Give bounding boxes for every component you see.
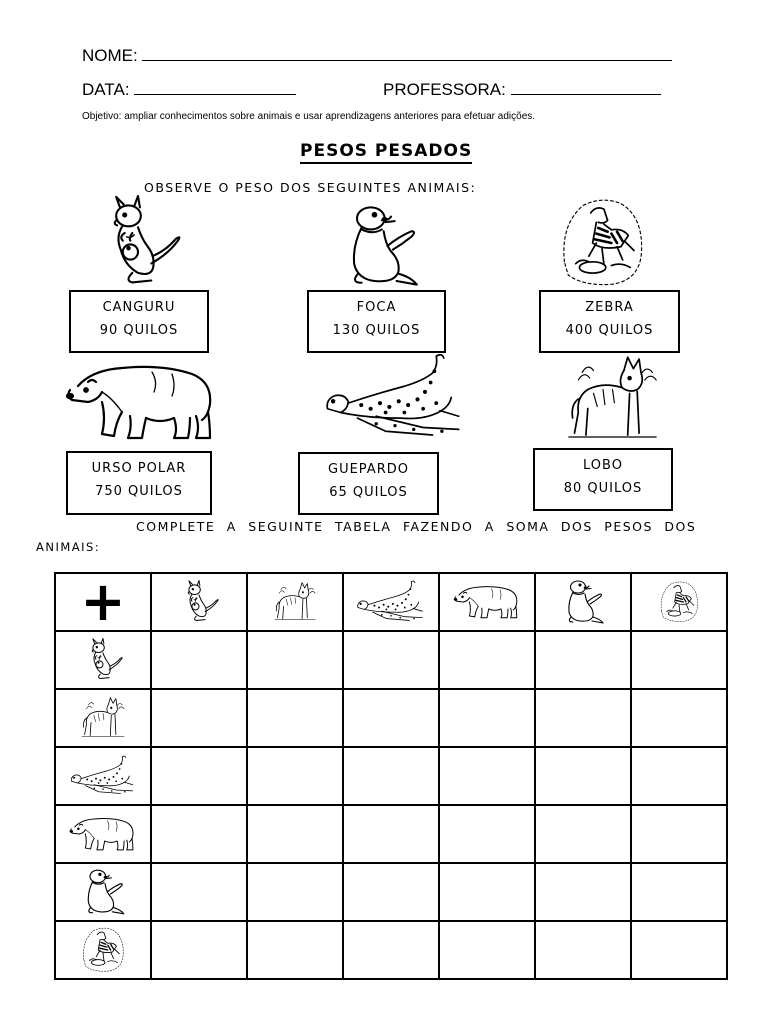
- answer-cell[interactable]: [631, 747, 727, 805]
- column-header-foca: [535, 573, 631, 631]
- answer-cell[interactable]: [247, 921, 343, 979]
- answer-cell[interactable]: [631, 689, 727, 747]
- answer-cell[interactable]: [535, 631, 631, 689]
- answer-cell[interactable]: [151, 747, 247, 805]
- animal-card-foca: [307, 290, 446, 353]
- wolf-icon: [80, 693, 126, 743]
- zebra-icon: [79, 925, 127, 975]
- table-row: [55, 631, 727, 689]
- answer-cell[interactable]: [247, 747, 343, 805]
- answer-cell[interactable]: [343, 863, 439, 921]
- nome-field[interactable]: [142, 60, 672, 61]
- answer-cell[interactable]: [439, 863, 535, 921]
- answer-cell[interactable]: [151, 921, 247, 979]
- answer-cell[interactable]: [439, 689, 535, 747]
- row-header-guepardo: [55, 747, 151, 805]
- answer-cell[interactable]: [343, 921, 439, 979]
- instruction-complete-line1: COMPLETE A SEGUINTE TABELA FAZENDO A SOMA DOS PESOS DOS: [136, 519, 697, 534]
- kangaroo-icon: [81, 636, 125, 684]
- seal-icon: [77, 866, 129, 918]
- nome-label: NOME:: [82, 46, 138, 65]
- answer-cell[interactable]: [631, 631, 727, 689]
- table-row: [55, 805, 727, 863]
- nome-line: [82, 46, 672, 66]
- row-header-canguru: [55, 631, 151, 689]
- animal-name: ZEBRA: [585, 300, 634, 315]
- animal-name: LOBO: [583, 458, 623, 473]
- answer-cell[interactable]: [439, 631, 535, 689]
- answer-cell[interactable]: [343, 689, 439, 747]
- instruction-observe: OBSERVE O PESO DOS SEGUINTES ANIMAIS:: [144, 180, 477, 195]
- addition-table: [54, 572, 728, 980]
- animal-card-canguru: [69, 290, 209, 353]
- animal-card-lobo: [533, 448, 673, 511]
- professora-line: [383, 80, 661, 100]
- answer-cell[interactable]: [343, 805, 439, 863]
- table-row: [55, 863, 727, 921]
- row-header-lobo: [55, 689, 151, 747]
- animal-weight: 130 QUILOS: [332, 323, 421, 338]
- objective-text: Objetivo: ampliar conhecimentos sobre animais e usar aprendizagens anteriores para efetuar adições.: [82, 111, 536, 122]
- answer-cell[interactable]: [343, 747, 439, 805]
- answer-cell[interactable]: [247, 689, 343, 747]
- professora-label: PROFESSORA:: [383, 80, 506, 99]
- seal-icon: [330, 200, 430, 292]
- answer-cell[interactable]: [151, 805, 247, 863]
- table-row: [55, 747, 727, 805]
- animal-weight: 65 QUILOS: [329, 485, 408, 500]
- answer-cell[interactable]: [631, 921, 727, 979]
- page-title: PESOS PESADOS: [300, 141, 472, 164]
- animal-weight: 750 QUILOS: [95, 484, 183, 499]
- animal-card-urso-polar: [66, 451, 212, 515]
- data-line: [82, 80, 296, 100]
- answer-cell[interactable]: [247, 805, 343, 863]
- answer-cell[interactable]: [151, 689, 247, 747]
- animal-weight: 90 QUILOS: [99, 323, 179, 338]
- plus-icon: +: [80, 570, 126, 633]
- answer-cell[interactable]: [343, 631, 439, 689]
- polar-bear-icon: [62, 352, 222, 452]
- polar-bear-icon: [66, 812, 140, 856]
- wolf-icon: [565, 350, 660, 448]
- cheetah-icon: [68, 752, 138, 800]
- column-header-canguru: [151, 573, 247, 631]
- answer-cell[interactable]: [439, 805, 535, 863]
- column-header-guepardo: [343, 573, 439, 631]
- zebra-icon: [554, 196, 650, 290]
- answer-cell[interactable]: [151, 631, 247, 689]
- answer-cell[interactable]: [535, 863, 631, 921]
- answer-cell[interactable]: [439, 921, 535, 979]
- answer-cell[interactable]: [631, 805, 727, 863]
- row-header-urso-polar: [55, 805, 151, 863]
- answer-cell[interactable]: [535, 747, 631, 805]
- column-header-lobo: [247, 573, 343, 631]
- data-field[interactable]: [134, 94, 296, 95]
- cheetah-icon: [351, 579, 431, 625]
- answer-cell[interactable]: [247, 631, 343, 689]
- zebra-icon: [657, 580, 701, 624]
- kangaroo-icon: [88, 195, 188, 290]
- animal-card-guepardo: [298, 452, 439, 515]
- column-header-urso-polar: [439, 573, 535, 631]
- answer-cell[interactable]: [247, 863, 343, 921]
- animal-weight: 80 QUILOS: [563, 481, 643, 496]
- professora-field[interactable]: [511, 94, 661, 95]
- column-header-zebra: [631, 573, 727, 631]
- data-label: DATA:: [82, 80, 130, 99]
- answer-cell[interactable]: [535, 805, 631, 863]
- table-row: [55, 689, 727, 747]
- answer-cell[interactable]: [535, 689, 631, 747]
- corner-cell: [55, 570, 151, 633]
- animal-name: GUEPARDO: [328, 462, 409, 477]
- row-header-zebra: [55, 921, 151, 979]
- polar-bear-icon: [452, 580, 522, 624]
- answer-cell[interactable]: [535, 921, 631, 979]
- kangaroo-icon: [177, 580, 221, 624]
- animal-name: FOCA: [356, 300, 397, 315]
- animal-weight: 400 QUILOS: [565, 323, 654, 338]
- seal-icon: [558, 577, 608, 627]
- instruction-complete-line2: ANIMAIS:: [36, 540, 101, 554]
- table-header-row: [55, 573, 727, 631]
- answer-cell[interactable]: [439, 747, 535, 805]
- animal-card-zebra: [539, 290, 680, 353]
- animal-name: URSO POLAR: [91, 461, 187, 476]
- answer-cell[interactable]: [631, 863, 727, 921]
- wolf-icon: [273, 579, 317, 625]
- table-row: [55, 921, 727, 979]
- row-header-foca: [55, 863, 151, 921]
- animal-name: CANGURU: [102, 300, 176, 315]
- cheetah-icon: [320, 350, 470, 445]
- answer-cell[interactable]: [151, 863, 247, 921]
